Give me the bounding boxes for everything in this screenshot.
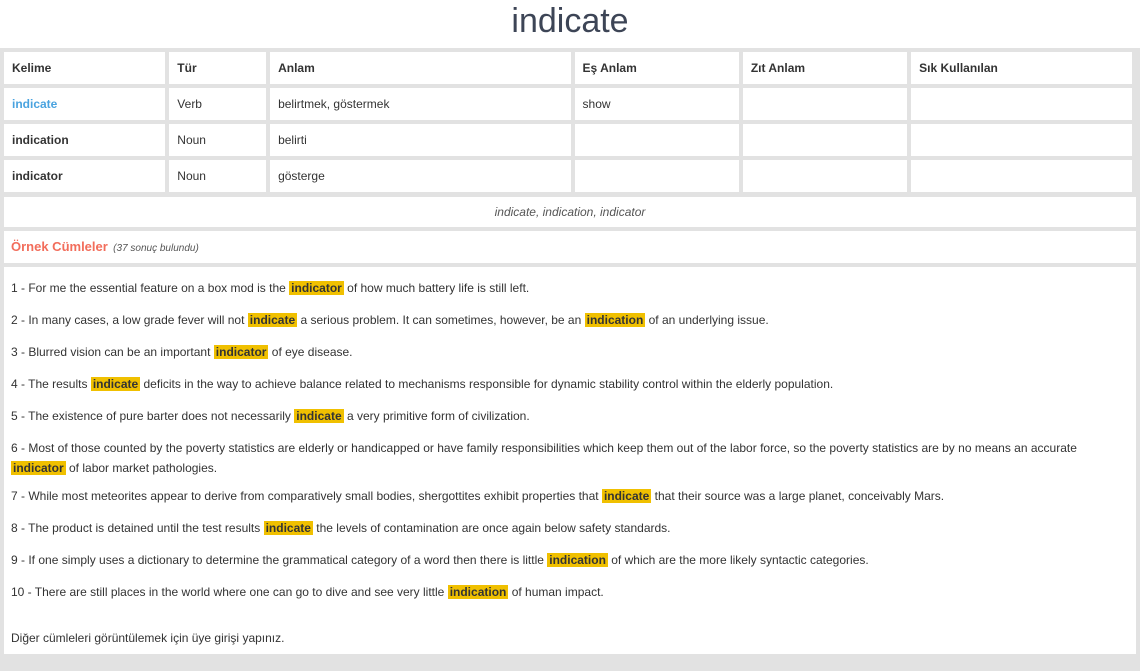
word-cell: indicator: [4, 160, 165, 192]
example-sentence: [11, 518, 1129, 538]
word-type: Noun: [169, 160, 266, 192]
highlight-word: indicate: [92, 377, 139, 391]
word-common: [911, 124, 1132, 156]
sentence-text: a very primitive form of civilization.: [343, 409, 530, 423]
examples-label: Örnek Cümleler: [11, 239, 108, 254]
notice-text: yapınız.: [239, 631, 285, 645]
sentence-text: the levels of contamination are once again below safety standards.: [312, 521, 671, 535]
highlight-word: indicate: [265, 521, 311, 535]
notice-text: Diğer cümleleri görüntülemek için: [11, 631, 192, 645]
header-anlam: Anlam: [270, 52, 570, 84]
sentence-text: of an underlying issue.: [645, 313, 769, 327]
sentence-text: 1 - For me the essential feature on a box mod is the: [11, 281, 290, 295]
example-sentence: [11, 406, 1129, 426]
example-sentences: [4, 267, 1136, 654]
highlight-word: indication: [586, 313, 644, 327]
header-tur: Tür: [169, 52, 266, 84]
highlight-word: indication: [549, 553, 606, 567]
example-sentence: [11, 374, 1129, 394]
highlight-word: indicate: [603, 489, 650, 503]
sentence-text: a serious problem. It can sometimes, however, be an: [297, 313, 585, 327]
sentence-text: of which are the more likely syntactic categories.: [607, 553, 869, 567]
sentence-text: of labor market pathologies.: [65, 461, 218, 475]
highlight-word: indicator: [13, 461, 64, 475]
word-type: Verb: [169, 88, 266, 120]
table-row: [4, 160, 1132, 192]
word-type: Noun: [169, 124, 266, 156]
sentence-text: 6 - Most of those counted by the poverty statistics are elderly or handicapped or have family responsibilities which keep them out of the labor force, so the poverty statistics are by no means an accurate: [11, 441, 1077, 455]
word-table: [0, 48, 1136, 196]
sentence-text: 8 - The product is detained until the test results: [11, 521, 264, 535]
header-sik-kullanilan: Sık Kullanılan: [911, 52, 1132, 84]
page-title: indicate: [511, 2, 629, 40]
header-es-anlam: Eş Anlam: [575, 52, 739, 84]
highlight-word: indicate: [249, 313, 296, 327]
example-sentence: [11, 310, 1129, 330]
example-sentence: [11, 278, 1129, 298]
word-synonym: show: [575, 88, 739, 120]
word-cell: indication: [4, 124, 165, 156]
sentence-text: deficits in the way to achieve balance related to mechanisms responsible for dynamic stability control within the elderly population.: [140, 377, 834, 391]
login-link[interactable]: üye girişi: [191, 631, 240, 645]
related-words: indicate, indication, indicator: [4, 197, 1136, 227]
example-sentence: [11, 342, 1129, 362]
word-meaning: belirti: [270, 124, 570, 156]
sentence-text: 3 - Blurred vision can be an important: [11, 345, 214, 359]
dictionary-panel: [0, 48, 1140, 671]
example-sentence: [11, 438, 1129, 478]
example-sentence: [11, 582, 1129, 602]
sentence-text: 2 - In many cases, a low grade fever will not: [11, 313, 248, 327]
examples-header: [4, 231, 1136, 263]
word-meaning: gösterge: [270, 160, 570, 192]
login-notice: [11, 628, 1129, 648]
word-synonym: [575, 160, 739, 192]
example-sentence: [11, 486, 1129, 506]
example-sentence: [11, 550, 1129, 570]
sentence-text: 9 - If one simply uses a dictionary to determine the grammatical category of a word then there is little: [11, 553, 548, 567]
sentence-text: 7 - While most meteorites appear to derive from comparatively small bodies, shergottites exhibit properties that: [11, 489, 602, 503]
word-synonym: [575, 124, 739, 156]
sentence-text: of human impact.: [508, 585, 604, 599]
highlight-word: indicator: [215, 345, 267, 359]
word-common: [911, 160, 1132, 192]
word-common: [911, 88, 1132, 120]
table-header-row: [4, 52, 1132, 84]
word-meaning: belirtmek, göstermek: [270, 88, 570, 120]
examples-count: (37 sonuç bulundu): [113, 243, 199, 254]
word-antonym: [743, 124, 907, 156]
word-link[interactable]: indicate: [4, 88, 165, 120]
table-row: [4, 124, 1132, 156]
header-kelime: Kelime: [4, 52, 165, 84]
highlight-word: indication: [449, 585, 507, 599]
sentence-text: that their source was a large planet, conceivably Mars.: [651, 489, 945, 503]
word-antonym: [743, 88, 907, 120]
table-row: [4, 88, 1132, 120]
highlight-word: indicator: [291, 281, 342, 295]
word-antonym: [743, 160, 907, 192]
highlight-word: indicate: [296, 409, 342, 423]
sentence-text: of how much battery life is still left.: [343, 281, 530, 295]
header-zit-anlam: Zıt Anlam: [743, 52, 907, 84]
sentence-text: 10 - There are still places in the world where one can go to dive and see very little: [11, 585, 448, 599]
sentence-text: 4 - The results: [11, 377, 91, 391]
sentence-text: 5 - The existence of pure barter does not necessarily: [11, 409, 295, 423]
sentence-text: of eye disease.: [268, 345, 353, 359]
